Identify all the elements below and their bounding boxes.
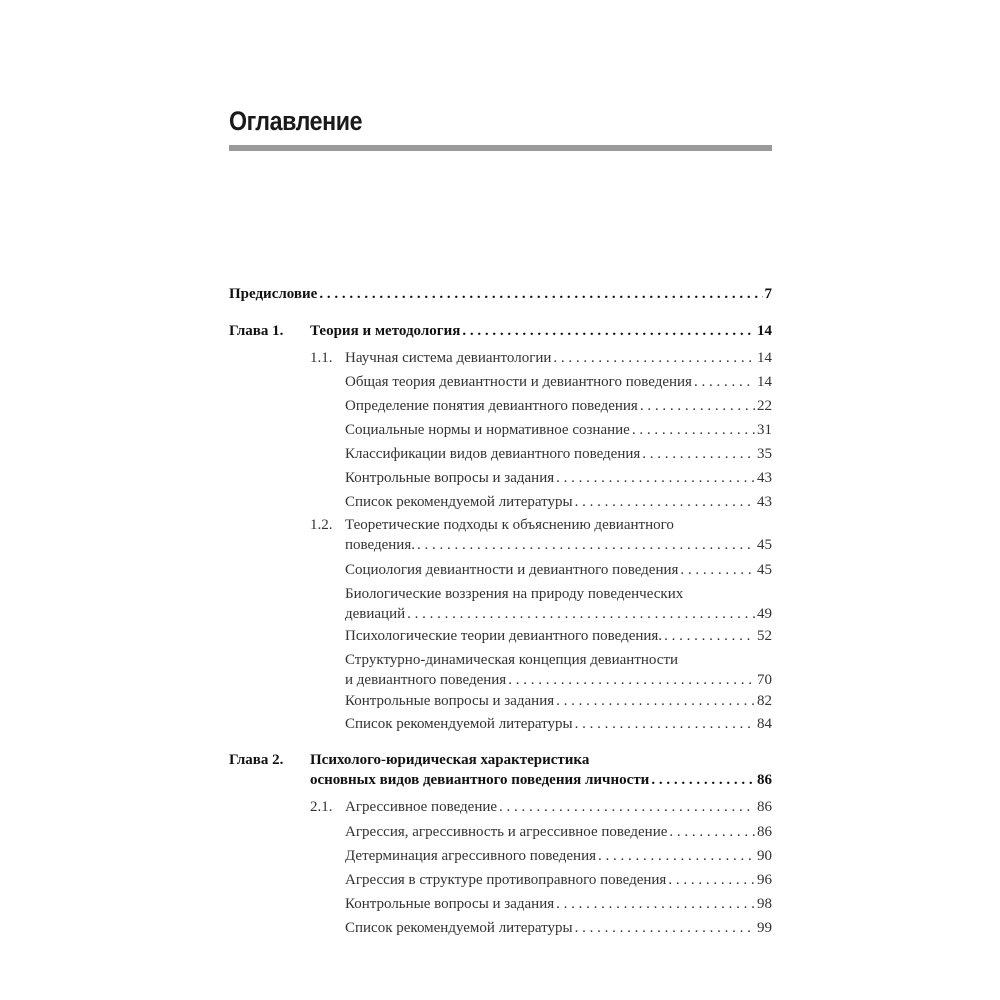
dot-leader [407,604,755,624]
toc-entry[interactable] [345,918,772,938]
page-number: 7 [764,286,772,302]
toc-entry[interactable] [345,691,772,711]
toc-entry[interactable] [345,372,772,392]
toc-entry[interactable] [345,420,772,440]
toc-entry[interactable] [345,714,772,734]
page-number: 45 [757,537,772,553]
page-number: 43 [757,494,772,510]
page-number: 14 [757,374,772,390]
page-number: 90 [757,848,772,864]
entry-title: Структурно-динамическая концепция девиантности [345,652,679,668]
entry-title: Агрессивное поведение [345,799,498,815]
dot-leader [668,870,755,890]
page-number: 49 [757,606,772,622]
entry-title: Социальные нормы и нормативное сознание [345,422,630,438]
entry-title: Предисловие [229,286,318,302]
title-rule [229,145,772,151]
dot-leader [575,714,755,734]
entry-title: Контрольные вопросы и задания [345,896,555,912]
dot-leader [417,535,755,555]
dot-leader [664,626,755,646]
toc-entry[interactable] [345,626,772,646]
toc-entry[interactable] [345,894,772,914]
entry-title: Контрольные вопросы и задания [345,693,555,709]
page-number: 35 [757,446,772,462]
chapter-label: Глава 2. [229,752,284,768]
dot-leader [556,468,755,488]
entry-title: девиаций [345,606,406,622]
entry-title: Детерминация агрессивного поведения [345,848,597,864]
entry-title: Научная система девиантологии [345,350,552,366]
toc-entry[interactable] [345,396,772,416]
dot-leader [694,372,755,392]
toc-entry[interactable] [345,584,772,624]
dot-leader [508,670,755,690]
page-number: 45 [757,562,772,578]
section-number: 1.1. [310,350,333,366]
dot-leader [553,348,755,368]
toc-entry[interactable] [229,284,772,304]
entry-title: Определение понятия девиантного поведения [345,398,638,414]
toc-entry[interactable] [345,348,772,368]
entry-title: основных видов девиантного поведения личности [310,772,650,788]
toc-entry[interactable] [310,750,772,790]
entry-title: Список рекомендуемой литературы [345,716,573,732]
section-number: 1.2. [310,517,333,533]
page-number: 98 [757,896,772,912]
page-number: 43 [757,470,772,486]
dot-leader [669,822,755,842]
dot-leader [575,492,755,512]
dot-leader [632,420,755,440]
page-number: 96 [757,872,772,888]
dot-leader [556,691,755,711]
page-number: 99 [757,920,772,936]
page-number: 14 [757,323,772,339]
page-number: 14 [757,350,772,366]
toc-entry[interactable] [345,870,772,890]
section-number: 2.1. [310,799,333,815]
entry-title: поведения. [345,537,415,553]
entry-title: Теория и методология [310,323,461,339]
toc-entry[interactable] [345,468,772,488]
page-number: 22 [757,398,772,414]
toc-entry[interactable] [345,822,772,842]
dot-leader [598,846,755,866]
page-number: 82 [757,693,772,709]
toc-entry[interactable] [345,797,772,817]
entry-title: Агрессия, агрессивность и агрессивное поведение [345,824,668,840]
dot-leader [642,444,755,464]
entry-title: Биологические воззрения на природу поведенческих [345,586,684,602]
dot-leader [556,894,755,914]
entry-title: Классификации видов девиантного поведения [345,446,641,462]
toc-entry[interactable] [345,492,772,512]
dot-leader [499,797,755,817]
dot-leader [680,560,755,580]
entry-title: Список рекомендуемой литературы [345,494,573,510]
toc-entry[interactable] [345,515,772,555]
entry-title: Контрольные вопросы и задания [345,470,555,486]
page-number: 84 [757,716,772,732]
dot-leader [651,770,755,790]
dot-leader [319,284,762,304]
toc-entry[interactable] [345,650,772,690]
entry-title: Психолого-юридическая характеристика [310,752,590,768]
page-number: 70 [757,672,772,688]
toc-entry[interactable] [345,444,772,464]
entry-title: Общая теория девиантности и девиантного поведения [345,374,692,390]
toc-entry[interactable] [345,560,772,580]
dot-leader [575,918,755,938]
entry-title: Список рекомендуемой литературы [345,920,573,936]
page-number: 31 [757,422,772,438]
entry-title: Социология девиантности и девиантного поведения [345,562,679,578]
toc-entry[interactable] [310,321,772,341]
page-number: 86 [757,772,772,788]
page-title: Оглавление [229,106,363,136]
entry-title: Психологические теории девиантного поведения. [345,628,663,644]
chapter-label: Глава 1. [229,323,284,339]
entry-title: Агрессия в структуре противоправного поведения [345,872,667,888]
dot-leader [462,321,755,341]
page-number: 52 [757,628,772,644]
toc-entry[interactable] [345,846,772,866]
entry-title: и девиантного поведения [345,672,507,688]
page-number: 86 [757,824,772,840]
entry-title: Теоретические подходы к объяснению девиантного [345,517,674,533]
dot-leader [640,396,755,416]
page-number: 86 [757,799,772,815]
